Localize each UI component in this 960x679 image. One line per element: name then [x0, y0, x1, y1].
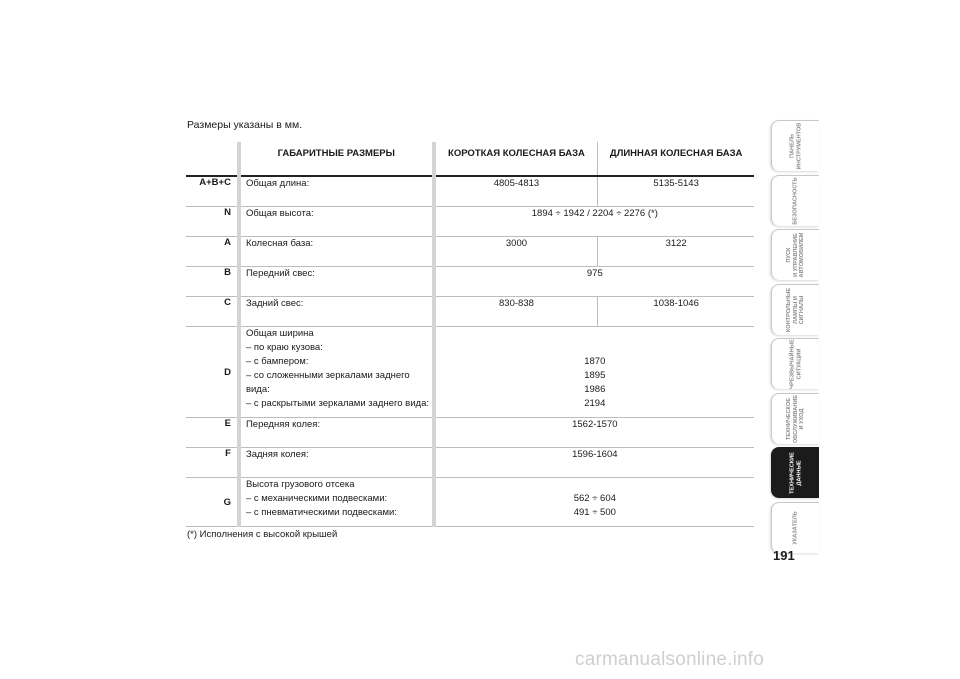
row-description [239, 418, 434, 448]
table-row [186, 207, 754, 237]
description-line: – с раскрытыми зеркалами заднего вида: [245, 398, 429, 409]
description-line: Задняя колея: [245, 449, 309, 460]
value-line: 1038-1046 [653, 298, 699, 309]
header-short-base: КОРОТКАЯ КОЛЕСНАЯ БАЗА [434, 142, 598, 176]
value-line: 975 [586, 268, 603, 279]
row-code: F [186, 448, 239, 478]
description-line: Общая ширина [245, 328, 314, 339]
row-description [239, 267, 434, 297]
description-line: – по краю кузова: [245, 342, 323, 353]
row-code: E [186, 418, 239, 448]
chapter-tab-label: УКАЗАТЕЛЬ [792, 510, 799, 545]
table-body [186, 176, 754, 527]
header-long-base: ДЛИННАЯ КОЛЕСНАЯ БАЗА [598, 142, 754, 176]
table-row [186, 448, 754, 478]
chapter-tab[interactable] [771, 393, 819, 444]
value-line: 491 ÷ 500 [573, 507, 616, 518]
row-code: A [186, 237, 239, 267]
table-row [186, 267, 754, 297]
value-line: 830-838 [499, 298, 534, 309]
description-line: – с механическими подвесками: [245, 493, 388, 504]
chapter-tab[interactable] [771, 502, 819, 553]
row-code: A+B+C [186, 176, 239, 207]
chapter-tab-label: ТЕХНИЧЕСКИЕ ДАННЫЕ [788, 452, 802, 494]
header-code [186, 142, 239, 176]
value-both-bases [434, 418, 754, 448]
row-description [239, 237, 434, 267]
dimensions-table [186, 142, 754, 527]
chapter-tab[interactable] [771, 120, 819, 171]
value-line: 1895 [584, 370, 606, 381]
description-line: – с пневматическими подвесками: [245, 507, 397, 518]
chapter-tab[interactable] [771, 175, 819, 226]
chapter-tab[interactable] [771, 338, 819, 389]
chapter-tabs [771, 120, 819, 556]
table-row [186, 297, 754, 327]
footnote: (*) Исполнения с высокой крышей [187, 529, 338, 540]
row-description [239, 327, 434, 418]
description-line: Общая длина: [245, 178, 310, 189]
value-long-base [598, 176, 754, 207]
chapter-tab-label: КОНТРОЛЬНЫЕ ЛАМПЫ И СИГНАЛЫ [785, 287, 805, 332]
table-row [186, 327, 754, 418]
table-row [186, 237, 754, 267]
value-both-bases [434, 478, 754, 527]
row-description [239, 207, 434, 237]
value-line: 1894 ÷ 1942 / 2204 ÷ 2276 (*) [531, 208, 658, 219]
value-line: 3122 [665, 238, 687, 249]
row-code: D [186, 327, 239, 418]
value-line: 2194 [584, 398, 606, 409]
value-line: 1986 [584, 384, 606, 395]
row-description [239, 297, 434, 327]
description-line: Колесная база: [245, 238, 314, 249]
row-description [239, 448, 434, 478]
intro-text: Размеры указаны в мм. [187, 119, 303, 131]
table-row [186, 478, 754, 527]
chapter-tab-label: ПУСК И УПРАВЛЕНИЕ АВТОМОБИЛЕМ [785, 232, 805, 278]
value-short-base [434, 237, 598, 267]
page-number: 191 [773, 548, 795, 563]
chapter-tab-label: ЧРЕЗВЫЧАЙНЫЕ СИТУАЦИИ [788, 339, 802, 389]
value-short-base [434, 176, 598, 207]
value-line: 5135-5143 [653, 178, 699, 189]
value-short-base [434, 297, 598, 327]
chapter-tab-label: ПАНЕЛЬ ИНСТРУМЕНТОВ [788, 122, 802, 170]
value-line: 1596-1604 [572, 449, 618, 460]
value-both-bases [434, 327, 754, 418]
table-row [186, 418, 754, 448]
header-dimensions: ГАБАРИТНЫЕ РАЗМЕРЫ [239, 142, 434, 176]
description-line: – со сложенными зеркалами заднего вида: [245, 370, 410, 395]
value-both-bases [434, 448, 754, 478]
description-line: – с бампером: [245, 356, 309, 367]
row-description [239, 176, 434, 207]
chapter-tab-label: ТЕХНИЧЕСКОЕ ОБСЛУЖИВАНИЕ И УХОД [785, 394, 805, 443]
description-line: Общая высота: [245, 208, 314, 219]
value-line: 1562-1570 [572, 419, 618, 430]
description-line: Передний свес: [245, 268, 315, 279]
row-code: C [186, 297, 239, 327]
row-code: G [186, 478, 239, 527]
chapter-tab[interactable] [771, 229, 819, 280]
chapter-tab-label: БЕЗОПАСНОСТЬ [792, 176, 799, 225]
value-both-bases [434, 207, 754, 237]
value-both-bases [434, 267, 754, 297]
value-long-base [598, 237, 754, 267]
value-line: 4805-4813 [493, 178, 540, 189]
value-long-base [598, 297, 754, 327]
value-line: 3000 [505, 238, 528, 249]
table-header-row [186, 142, 754, 176]
row-code: B [186, 267, 239, 297]
description-line: Задний свес: [245, 298, 304, 309]
chapter-tab[interactable] [771, 284, 819, 335]
row-description [239, 478, 434, 527]
row-code: N [186, 207, 239, 237]
value-line: 1870 [584, 356, 606, 367]
watermark: carmanualsonline.info [575, 649, 765, 670]
table-row [186, 176, 754, 207]
description-line: Передняя колея: [245, 419, 321, 430]
description-line: Высота грузового отсека [245, 479, 355, 490]
value-line: 562 ÷ 604 [573, 493, 616, 504]
chapter-tab[interactable] [771, 447, 819, 498]
